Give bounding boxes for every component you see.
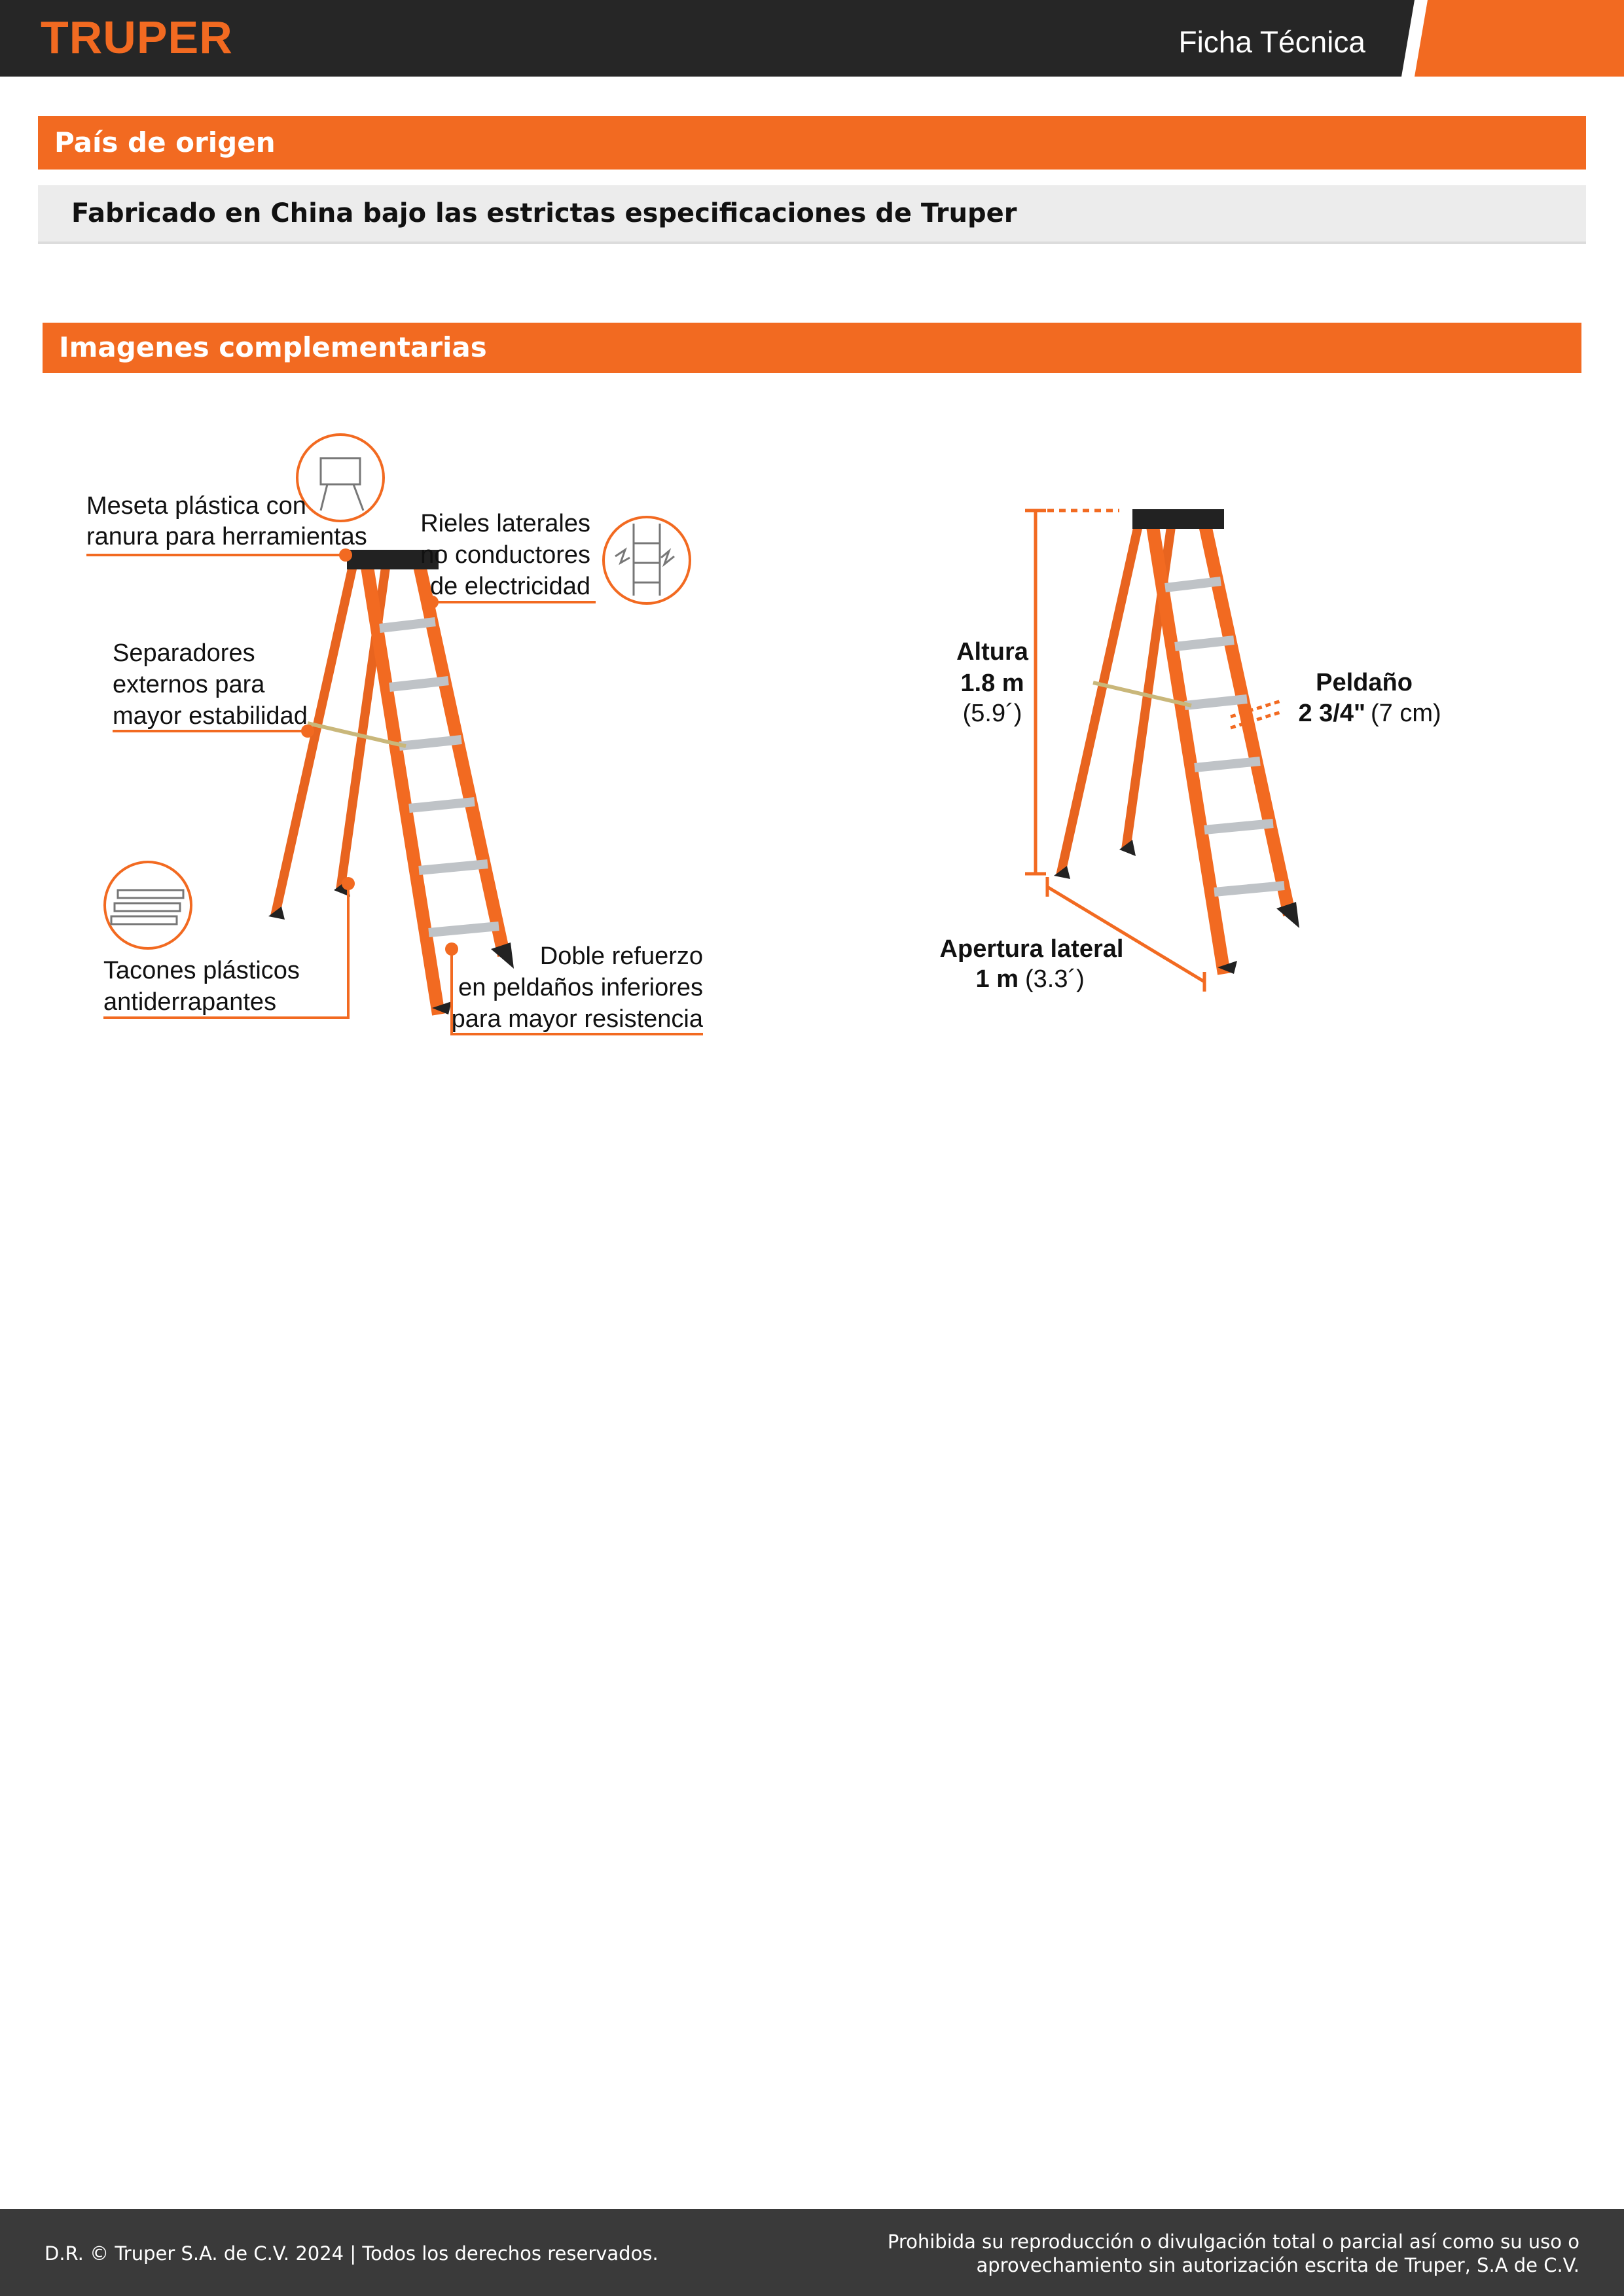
feature-separadores-line3: mayor estabilidad xyxy=(113,702,308,730)
feature-tacones-line2: antiderrapantes xyxy=(103,988,277,1016)
feature-meseta-line1: Meseta plástica con xyxy=(86,492,306,520)
footer-bar xyxy=(0,2209,1624,2296)
footer-copyright: D.R. © Truper S.A. de C.V. 2024 | Todos los derechos reservados. xyxy=(45,2242,659,2265)
feature-refuerzo-line2: en peldaños inferiores xyxy=(458,974,703,1001)
ladder-dimensions-figure xyxy=(940,509,1441,993)
dimension-peldano-metric: (7 cm) xyxy=(1371,700,1441,727)
feature-tacones-line1: Tacones plásticos xyxy=(103,957,300,984)
dimension-peldano-value: 2 3/4" xyxy=(1298,700,1365,727)
dimension-apertura-label: Apertura lateral xyxy=(939,935,1124,963)
footer-legal-line2: aprovechamiento sin autorización escrita de Truper, S.A de C.V. xyxy=(976,2254,1579,2276)
feature-separadores-line2: externos para xyxy=(113,671,265,698)
dimension-altura-value: 1.8 m xyxy=(960,670,1024,697)
feature-separadores-line1: Separadores xyxy=(113,639,255,667)
dimension-peldano-label: Peldaño xyxy=(1316,669,1413,696)
ladder-illustrations xyxy=(0,0,1624,1113)
ladder-features-figure xyxy=(86,435,704,1034)
document-title: Ficha Técnica xyxy=(1178,25,1365,59)
footer-legal xyxy=(794,2230,1579,2277)
feature-refuerzo-line3: para mayor resistencia xyxy=(451,1005,703,1033)
origin-text: Fabricado en China bajo las estrictas especificaciones de Truper xyxy=(71,198,1017,228)
dimension-altura-imperial: (5.9´) xyxy=(962,700,1022,727)
feature-rieles-line1: Rieles laterales xyxy=(420,510,590,537)
feature-refuerzo-line1: Doble refuerzo xyxy=(539,942,703,970)
dimension-apertura-value: 1 m xyxy=(975,965,1019,993)
feature-rieles-line2: no conductores xyxy=(420,541,590,569)
origin-heading: País de origen xyxy=(54,126,276,158)
feature-meseta-line2: ranura para herramientas xyxy=(86,523,367,550)
feature-rieles-line3: de electricidad xyxy=(429,573,590,600)
footer-legal-line1: Prohibida su reproducción o divulgación total o parcial así como su uso o xyxy=(887,2231,1579,2253)
dimension-altura-label: Altura xyxy=(956,638,1028,666)
dimension-apertura-imperial: (3.3´) xyxy=(1025,965,1085,993)
brand-logo: TRUPER xyxy=(41,12,233,63)
images-heading: Imagenes complementarias xyxy=(59,331,487,363)
